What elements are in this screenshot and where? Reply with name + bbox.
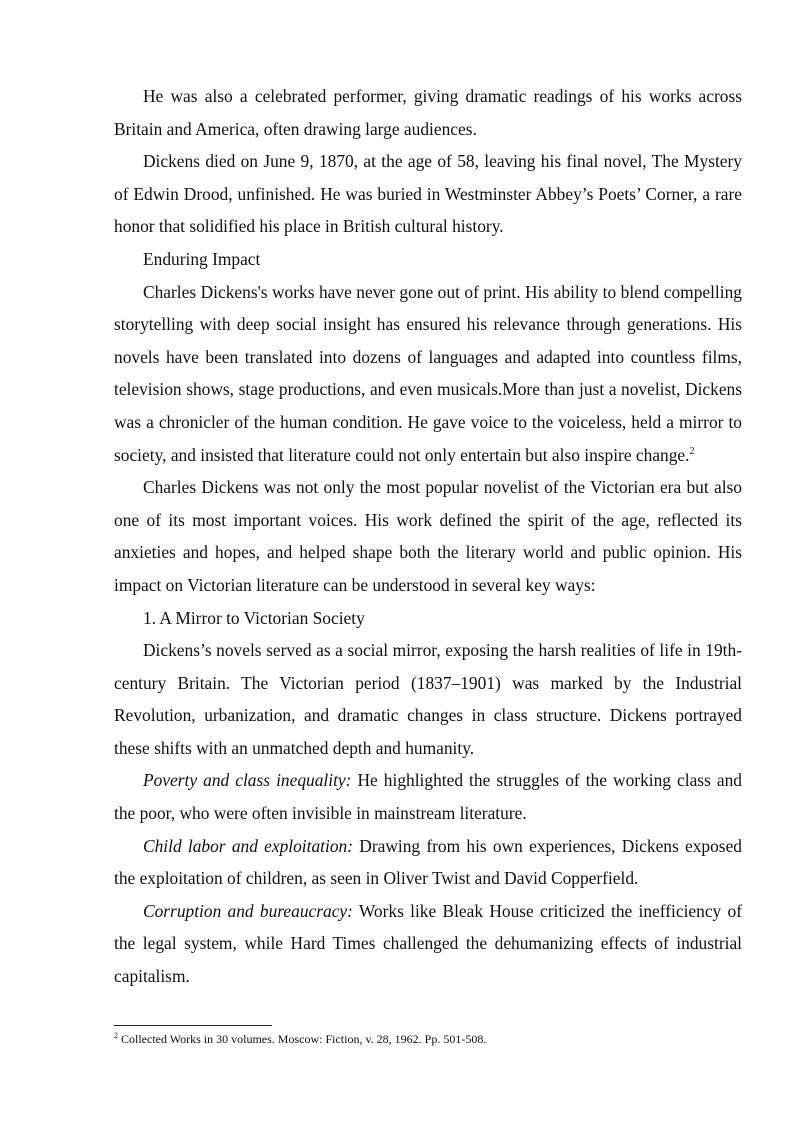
- point-poverty: [114, 764, 742, 829]
- footnote: [114, 1031, 742, 1047]
- footnote-divider: [114, 1025, 272, 1026]
- paragraph-readings: He was also a celebrated performer, giving dramatic readings of his works across Britain and America, often drawing large audiences.: [114, 86, 742, 139]
- paragraph-victorian-voice: Charles Dickens was not only the most popular novelist of the Victorian era but also one of its most important voices. His work defined the spirit of the age, reflected its anxieties and hopes, and helped shape both the literary world and public opinion. His impact on Victorian literature can be understood in several key ways:: [114, 477, 742, 595]
- footnote-number: 2: [114, 1031, 118, 1040]
- paragraph-social-mirror: Dickens’s novels served as a social mirror, exposing the harsh realities of life in 19th-century Britain. The Victorian period (1837–1901) was marked by the Industrial Revolution, urbanization, and dramatic changes in class structure. Dickens portrayed these shifts with an unmatched depth and humanity.: [114, 640, 742, 758]
- point-child-labor-lead: Child labor and exploitation:: [143, 835, 354, 856]
- footnote-text: Collected Works in 30 volumes. Moscow: Fiction, v. 28, 1962. Pp. 501-508.: [118, 1032, 487, 1046]
- point-poverty-lead: Poverty and class inequality:: [143, 770, 352, 791]
- point-child-labor-text: Drawing from his own experiences, Dickens exposed the exploitation of children, as seen in Oliver Twist and David Copperfield.: [114, 835, 742, 889]
- point-child-labor: [114, 830, 742, 895]
- paragraph-enduring-impact-text: Charles Dickens's works have never gone out of print. His ability to blend compelling storytelling with deep social insight has ensured his relevance through generations. His novels have been translated into dozens of languages and adapted into countless films, television shows, stage productions, and even musicals.More than just a novelist, Dickens was a chronicler of the human condition. He gave voice to the voiceless, held a mirror to society, and insisted that literature could not only entertain but also inspire change.: [114, 281, 742, 465]
- point-corruption-text: Works like Bleak House criticized the inefficiency of the legal system, while Hard Times challenged the dehumanizing effects of industrial capitalism.: [114, 900, 742, 987]
- footnote-reference[interactable]: 2: [689, 445, 695, 457]
- point-corruption-lead: Corruption and bureaucracy:: [143, 900, 353, 921]
- heading-mirror-society: 1. A Mirror to Victorian Society: [143, 607, 365, 628]
- paragraph-enduring-impact: [114, 276, 742, 472]
- heading-enduring-impact: Enduring Impact: [143, 248, 261, 269]
- point-poverty-text: He highlighted the struggles of the working class and the poor, who were often invisible in mainstream literature.: [114, 770, 742, 824]
- paragraph-death: Dickens died on June 9, 1870, at the age of 58, leaving his final novel, The Mystery of Edwin Drood, unfinished. He was buried in Westminster Abbey’s Poets’ Corner, a rare honor that solidified his place in British cultural history.: [114, 151, 742, 237]
- document-body: [114, 80, 742, 993]
- point-corruption: [114, 895, 742, 993]
